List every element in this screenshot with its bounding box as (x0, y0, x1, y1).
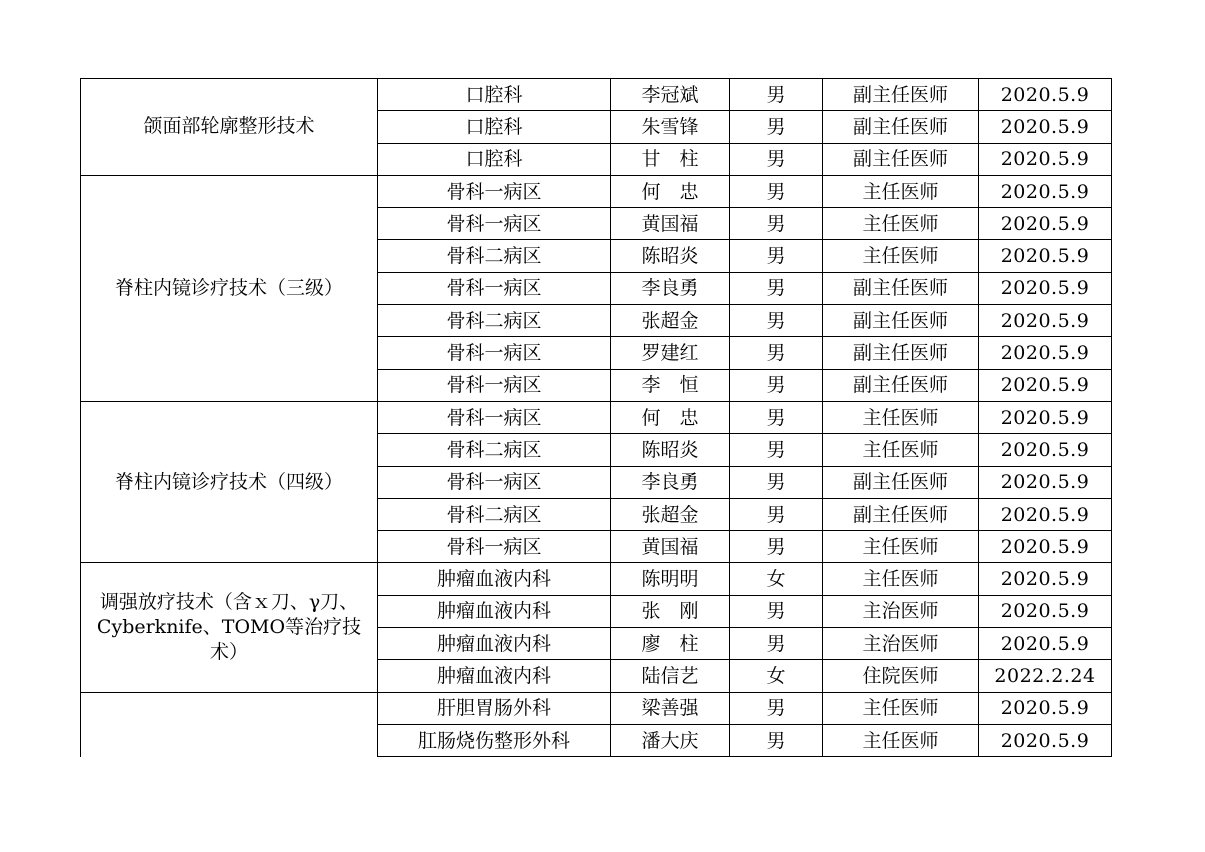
department-cell: 骨科二病区 (378, 240, 611, 272)
doctor-name-cell: 梁善强 (611, 692, 730, 724)
table-row (81, 692, 1112, 724)
approval-date-cell: 2020.5.9 (979, 498, 1112, 530)
sex-cell: 男 (730, 401, 823, 433)
approval-date-cell: 2020.5.9 (979, 272, 1112, 304)
doctor-name-cell: 甘 柱 (611, 143, 730, 175)
department-cell: 口腔科 (378, 143, 611, 175)
sex-cell: 男 (730, 272, 823, 304)
department-cell: 骨科一病区 (378, 272, 611, 304)
job-title-cell: 副主任医师 (823, 369, 979, 401)
approval-date-cell: 2022.2.24 (979, 660, 1112, 692)
approval-date-cell: 2020.5.9 (979, 111, 1112, 143)
department-cell: 骨科一病区 (378, 531, 611, 563)
table-row (81, 175, 1112, 207)
approval-date-cell: 2020.5.9 (979, 401, 1112, 433)
technique-cell: 颌面部轮廓整形技术 (81, 79, 378, 176)
approval-date-cell: 2020.5.9 (979, 337, 1112, 369)
approval-date-cell: 2020.5.9 (979, 240, 1112, 272)
doctor-name-cell: 李冠斌 (611, 79, 730, 111)
job-title-cell: 主任医师 (823, 563, 979, 595)
approval-date-cell: 2020.5.9 (979, 466, 1112, 498)
doctor-name-cell: 黄国福 (611, 531, 730, 563)
sex-cell: 男 (730, 628, 823, 660)
qualification-table (80, 78, 1112, 757)
job-title-cell: 主任医师 (823, 240, 979, 272)
doctor-name-cell: 何 忠 (611, 175, 730, 207)
technique-cell: 调强放疗技术（含ｘ刀、γ刀、Cyberknife、TOMO等治疗技术） (81, 563, 378, 692)
department-cell: 骨科一病区 (378, 337, 611, 369)
department-cell: 骨科二病区 (378, 498, 611, 530)
doctor-name-cell: 朱雪锋 (611, 111, 730, 143)
doctor-name-cell: 廖 柱 (611, 628, 730, 660)
doctor-name-cell: 陈昭炎 (611, 240, 730, 272)
department-cell: 骨科一病区 (378, 401, 611, 433)
sex-cell: 男 (730, 175, 823, 207)
department-cell: 口腔科 (378, 111, 611, 143)
department-cell: 肿瘤血液内科 (378, 563, 611, 595)
doctor-name-cell: 何 忠 (611, 401, 730, 433)
approval-date-cell: 2020.5.9 (979, 79, 1112, 111)
sex-cell: 男 (730, 143, 823, 175)
sex-cell: 男 (730, 595, 823, 627)
doctor-name-cell: 李良勇 (611, 466, 730, 498)
job-title-cell: 主治医师 (823, 628, 979, 660)
department-cell: 肝胆胃肠外科 (378, 692, 611, 724)
job-title-cell: 主任医师 (823, 692, 979, 724)
table-row (81, 563, 1112, 595)
approval-date-cell: 2020.5.9 (979, 563, 1112, 595)
doctor-name-cell: 黄国福 (611, 208, 730, 240)
job-title-cell: 副主任医师 (823, 79, 979, 111)
job-title-cell: 副主任医师 (823, 337, 979, 369)
sex-cell: 女 (730, 660, 823, 692)
doctor-name-cell: 张超金 (611, 498, 730, 530)
approval-date-cell: 2020.5.9 (979, 724, 1112, 756)
job-title-cell: 主任医师 (823, 531, 979, 563)
sex-cell: 男 (730, 724, 823, 756)
doctor-name-cell: 陆信艺 (611, 660, 730, 692)
department-cell: 骨科二病区 (378, 434, 611, 466)
sex-cell: 男 (730, 111, 823, 143)
sex-cell: 男 (730, 498, 823, 530)
approval-date-cell: 2020.5.9 (979, 175, 1112, 207)
sex-cell: 男 (730, 692, 823, 724)
job-title-cell: 主任医师 (823, 434, 979, 466)
doctor-name-cell: 李良勇 (611, 272, 730, 304)
doctor-name-cell: 张 刚 (611, 595, 730, 627)
table-row (81, 401, 1112, 433)
sex-cell: 男 (730, 466, 823, 498)
job-title-cell: 主任医师 (823, 175, 979, 207)
department-cell: 骨科一病区 (378, 369, 611, 401)
table-row (81, 79, 1112, 111)
doctor-name-cell: 李 恒 (611, 369, 730, 401)
job-title-cell: 副主任医师 (823, 305, 979, 337)
department-cell: 骨科二病区 (378, 305, 611, 337)
department-cell: 肿瘤血液内科 (378, 595, 611, 627)
job-title-cell: 主治医师 (823, 595, 979, 627)
approval-date-cell: 2020.5.9 (979, 595, 1112, 627)
doctor-name-cell: 陈明明 (611, 563, 730, 595)
doctor-name-cell: 陈昭炎 (611, 434, 730, 466)
job-title-cell: 主任医师 (823, 401, 979, 433)
department-cell: 骨科一病区 (378, 208, 611, 240)
job-title-cell: 住院医师 (823, 660, 979, 692)
doctor-name-cell: 罗建红 (611, 337, 730, 369)
department-cell: 肿瘤血液内科 (378, 628, 611, 660)
approval-date-cell: 2020.5.9 (979, 531, 1112, 563)
sex-cell: 男 (730, 434, 823, 466)
department-cell: 骨科一病区 (378, 466, 611, 498)
approval-date-cell: 2020.5.9 (979, 208, 1112, 240)
job-title-cell: 主任医师 (823, 724, 979, 756)
department-cell: 口腔科 (378, 79, 611, 111)
sex-cell: 男 (730, 531, 823, 563)
job-title-cell: 副主任医师 (823, 498, 979, 530)
approval-date-cell: 2020.5.9 (979, 305, 1112, 337)
approval-date-cell: 2020.5.9 (979, 369, 1112, 401)
job-title-cell: 副主任医师 (823, 143, 979, 175)
doctor-name-cell: 张超金 (611, 305, 730, 337)
sex-cell: 男 (730, 240, 823, 272)
sex-cell: 男 (730, 369, 823, 401)
sex-cell: 男 (730, 305, 823, 337)
department-cell: 肿瘤血液内科 (378, 660, 611, 692)
job-title-cell: 副主任医师 (823, 111, 979, 143)
approval-date-cell: 2020.5.9 (979, 143, 1112, 175)
doctor-name-cell: 潘大庆 (611, 724, 730, 756)
approval-date-cell: 2020.5.9 (979, 628, 1112, 660)
table-body (81, 79, 1112, 757)
sex-cell: 男 (730, 79, 823, 111)
approval-date-cell: 2020.5.9 (979, 434, 1112, 466)
sex-cell: 男 (730, 337, 823, 369)
job-title-cell: 副主任医师 (823, 466, 979, 498)
job-title-cell: 主任医师 (823, 208, 979, 240)
sex-cell: 女 (730, 563, 823, 595)
technique-cell: 脊柱内镜诊疗技术（三级） (81, 175, 378, 401)
department-cell: 肛肠烧伤整形外科 (378, 724, 611, 756)
technique-cell (81, 692, 378, 757)
sex-cell: 男 (730, 208, 823, 240)
department-cell: 骨科一病区 (378, 175, 611, 207)
approval-date-cell: 2020.5.9 (979, 692, 1112, 724)
technique-cell: 脊柱内镜诊疗技术（四级） (81, 401, 378, 562)
job-title-cell: 副主任医师 (823, 272, 979, 304)
